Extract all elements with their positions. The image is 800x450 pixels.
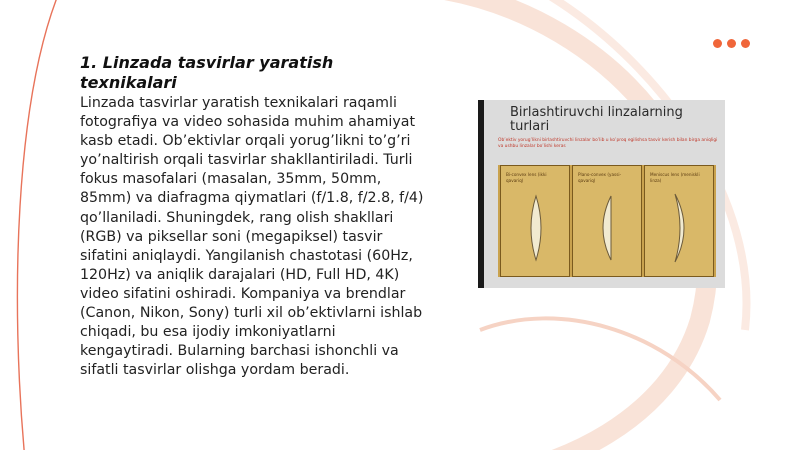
biconvex-lens-icon (501, 166, 571, 278)
lens-panels (498, 165, 716, 277)
lens-panel-label: Plano-convex (yassi-qavariq) (578, 172, 622, 183)
dot (727, 39, 736, 48)
slide-title: 1. Linzada tasvirlar yaratish texnikalari (80, 53, 334, 92)
figure-title: Birlashtiruvchi linzalarning turlari (510, 105, 683, 134)
dot (741, 39, 750, 48)
planoconvex-lens-icon (573, 166, 643, 278)
figure-caption: Ob’ektiv yorug’likni birlashtiruvchi linzalar bo’lib u ko’proq egilishsa tasvir kerish bilan birga aniqligi va ushbu linzalar bo’lishi keras (498, 138, 718, 149)
lens-panel-label: Meniscus lens (meniskli linza) (650, 172, 700, 183)
lens-panel-planoconvex (572, 165, 642, 277)
lens-figure (478, 100, 725, 288)
lens-panel-label: Bi-convex lens (ikki qavariq) (506, 172, 547, 183)
dots-icon (713, 39, 750, 48)
slide-body-text: Linzada tasvirlar yaratish texnikalari raqamli fotografiya va video sohasida muhim ahamiyat kasb etadi. Ob’ektivlar orqali yorug’likni to’g’ri yo’naltirish orqali tasvirlar shakllantiriladi. Turli fokus masofalari (masalan, 35mm, 50mm, 85mm) va diafragma qiymatlari (f/1.8, f/2.8, f/4) qo’llaniladi. Shuningdek, rang olish shakllari (RGB) va piksellar soni (megapiksel) tasvir sifatini aniqlaydi. Yangilanish chastotasi (60Hz, 120Hz) va aniqlik darajalari (HD, Full HD, 4K) video sifatini oshiradi. Kompaniya va brendlar (Canon, Nikon, Sony) turli xil ob’ektivlarni ishlab chiqadi, bu esa ijodiy imkoniyatlarni kengaytiradi. Bularning barchasi ishonchli va sifatli tasvirlar olishga yordam beradi. (80, 95, 424, 379)
lens-panel-biconvex (500, 165, 570, 277)
meniscus-lens-icon (645, 166, 715, 278)
dot (713, 39, 722, 48)
lens-panel-meniscus (644, 165, 714, 277)
figure-left-bar (478, 100, 484, 288)
